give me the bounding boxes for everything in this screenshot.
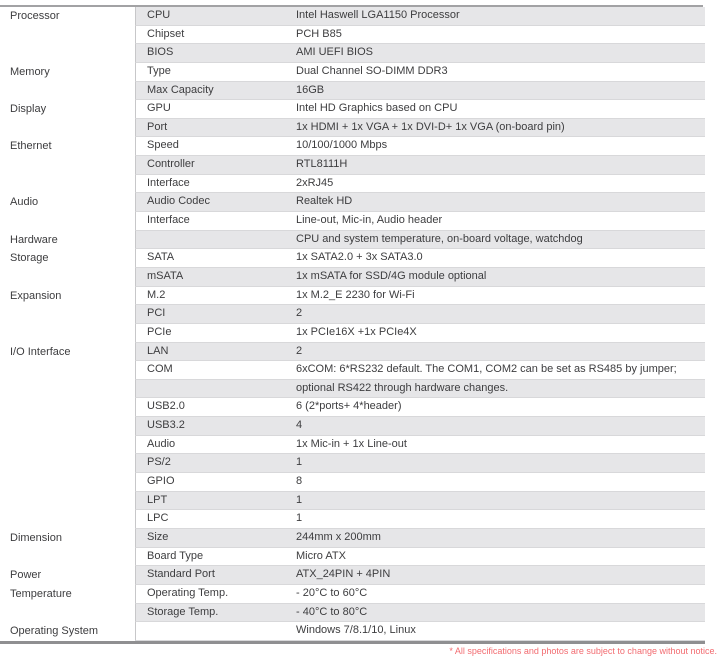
table-row — [0, 473, 705, 492]
spec-cells — [135, 436, 705, 455]
table-row — [0, 436, 705, 455]
value-cell: 2xRJ45 — [296, 176, 334, 189]
sub-item-cell: Interface — [147, 214, 190, 227]
sub-item-cell: PS/2 — [147, 456, 171, 469]
category-cell: Operating System — [0, 622, 135, 641]
sub-item-cell: Port — [147, 120, 168, 133]
category-cell — [0, 492, 135, 511]
table-bottom-border — [0, 641, 705, 644]
value-cell: Windows 7/8.1/10, Linux — [296, 624, 416, 637]
value-cell: - 20°C to 60°C — [296, 586, 368, 599]
sub-item-cell: PCI — [147, 307, 166, 320]
sub-item-cell: Audio — [147, 437, 176, 450]
value-cell: 1x M.2_E 2230 for Wi-Fi — [296, 288, 415, 301]
table-row — [0, 82, 705, 101]
value-cell: Micro ATX — [296, 549, 346, 562]
value-cell: RTL8111H — [296, 158, 348, 171]
spec-cells — [135, 622, 705, 641]
spec-cells — [135, 193, 705, 212]
category-cell — [0, 604, 135, 623]
value-cell: Intel HD Graphics based on CPU — [296, 102, 458, 115]
category-cell — [0, 44, 135, 63]
table-row — [0, 175, 705, 194]
value-cell: - 40°C to 80°C — [296, 605, 368, 618]
sub-item-cell: Operating Temp. — [147, 586, 229, 599]
spec-cells — [135, 156, 705, 175]
category-cell — [0, 175, 135, 194]
table-row — [0, 585, 705, 604]
category-cell: Temperature — [0, 585, 135, 604]
value-cell: 2 — [296, 307, 303, 320]
category-cell — [0, 417, 135, 436]
spec-cells — [135, 417, 705, 436]
spec-cells — [135, 343, 705, 362]
spec-cells — [135, 548, 705, 567]
spec-cells — [135, 510, 705, 529]
category-cell: I/O Interface — [0, 343, 135, 362]
value-cell: 1x mSATA for SSD/4G module optional — [296, 269, 487, 282]
sub-item-cell: USB3.2 — [147, 419, 185, 432]
table-row — [0, 231, 705, 250]
category-cell — [0, 212, 135, 231]
table-row — [0, 492, 705, 511]
footer-note: * All specifications and photos are subject to change without notice. — [449, 646, 717, 656]
value-cell: 1 — [296, 456, 303, 469]
sub-item-cell: Size — [147, 530, 169, 543]
sub-item-cell: Interface — [147, 176, 190, 189]
table-row — [0, 529, 705, 548]
sub-item-cell: LPC — [147, 512, 169, 525]
table-row — [0, 26, 705, 45]
spec-cells — [135, 398, 705, 417]
category-cell — [0, 119, 135, 138]
sub-item-cell: USB2.0 — [147, 400, 185, 413]
sub-item-cell: Standard Port — [147, 568, 215, 581]
table-row — [0, 510, 705, 529]
table-row — [0, 7, 705, 26]
table-row — [0, 398, 705, 417]
spec-cells — [135, 585, 705, 604]
table-row — [0, 100, 705, 119]
category-cell: Expansion — [0, 287, 135, 306]
value-cell: 4 — [296, 419, 303, 432]
table-row — [0, 63, 705, 82]
spec-cells — [135, 249, 705, 268]
category-cell — [0, 548, 135, 567]
sub-item-cell: Type — [147, 64, 171, 77]
spec-cells — [135, 119, 705, 138]
spec-cells — [135, 82, 705, 101]
sub-item-cell: M.2 — [147, 288, 166, 301]
table-row — [0, 548, 705, 567]
category-cell: Storage — [0, 249, 135, 268]
spec-cells — [135, 137, 705, 156]
table-row — [0, 249, 705, 268]
spec-cells — [135, 324, 705, 343]
value-cell: optional RS422 through hardware changes. — [296, 381, 509, 394]
spec-cells — [135, 454, 705, 473]
sub-item-cell — [136, 622, 296, 640]
category-cell — [0, 398, 135, 417]
table-row — [0, 305, 705, 324]
spec-cells — [135, 268, 705, 287]
category-cell — [0, 156, 135, 175]
value-cell: Line-out, Mic-in, Audio header — [296, 214, 443, 227]
table-row — [0, 193, 705, 212]
table-row — [0, 343, 705, 362]
category-cell: Display — [0, 100, 135, 119]
sub-item-cell: SATA — [147, 251, 175, 264]
sub-item-cell: Chipset — [147, 27, 185, 40]
category-cell — [0, 510, 135, 529]
value-cell: 244mm x 200mm — [296, 530, 381, 543]
spec-cells — [135, 7, 705, 26]
spec-cells — [135, 380, 705, 399]
table-row — [0, 212, 705, 231]
value-cell: PCH B85 — [296, 27, 342, 40]
category-cell — [0, 26, 135, 45]
value-cell: 16GB — [296, 83, 325, 96]
spec-cells — [135, 361, 705, 380]
value-cell: 1x SATA2.0 + 3x SATA3.0 — [296, 251, 423, 264]
value-cell: 2 — [296, 344, 303, 357]
sub-item-cell: GPIO — [147, 475, 175, 488]
sub-item-cell: LAN — [147, 344, 169, 357]
value-cell: 6xCOM: 6*RS232 default. The COM1, COM2 can be set as RS485 by jumper; — [296, 363, 677, 376]
spec-cells — [135, 100, 705, 119]
sub-item-cell: PCIe — [147, 325, 172, 338]
sub-item-cell: Storage Temp. — [147, 605, 219, 618]
sub-item-cell: Audio Codec — [147, 195, 210, 208]
spec-cells — [135, 175, 705, 194]
table-row — [0, 287, 705, 306]
value-cell: 1 — [296, 512, 303, 525]
category-cell — [0, 361, 135, 380]
value-cell: 1x Mic-in + 1x Line-out — [296, 437, 407, 450]
table-row — [0, 622, 705, 641]
sub-item-cell: COM — [147, 363, 173, 376]
table-row — [0, 417, 705, 436]
table-row — [0, 361, 705, 380]
category-cell: Memory — [0, 63, 135, 82]
table-row — [0, 604, 705, 623]
value-cell: 1x HDMI + 1x VGA + 1x DVI-D+ 1x VGA (on-board pin) — [296, 120, 565, 133]
spec-table — [0, 5, 705, 644]
spec-cells — [135, 566, 705, 585]
table-row — [0, 119, 705, 138]
value-cell: 6 (2*ports+ 4*header) — [296, 400, 402, 413]
spec-cells — [135, 231, 705, 250]
value-cell: 8 — [296, 475, 303, 488]
sub-item-cell: Max Capacity — [147, 83, 214, 96]
spec-cells — [135, 529, 705, 548]
spec-cells — [135, 604, 705, 623]
sub-item-cell: CPU — [147, 9, 171, 21]
sub-item-cell: LPT — [147, 493, 168, 506]
table-row — [0, 44, 705, 63]
spec-cells — [135, 44, 705, 63]
sub-item-cell: Controller — [147, 158, 195, 171]
category-cell — [0, 473, 135, 492]
category-cell: Ethernet — [0, 137, 135, 156]
category-cell — [0, 324, 135, 343]
sub-item-cell — [136, 380, 296, 398]
category-cell: Hardware — [0, 231, 135, 250]
spec-cells — [135, 287, 705, 306]
value-cell: 1 — [296, 493, 303, 506]
table-row — [0, 380, 705, 399]
value-cell: 1x PCIe16X +1x PCIe4X — [296, 325, 417, 338]
spec-cells — [135, 26, 705, 45]
value-cell: 10/100/1000 Mbps — [296, 139, 388, 152]
sub-item-cell: Board Type — [147, 549, 204, 562]
table-row — [0, 156, 705, 175]
spec-cells — [135, 473, 705, 492]
table-row — [0, 268, 705, 287]
table-row — [0, 324, 705, 343]
spec-cells — [135, 492, 705, 511]
category-cell — [0, 380, 135, 399]
category-cell — [0, 436, 135, 455]
category-cell: Dimension — [0, 529, 135, 548]
spec-cells — [135, 212, 705, 231]
sub-item-cell: GPU — [147, 102, 171, 115]
value-cell: Realtek HD — [296, 195, 353, 208]
sub-item-cell: BIOS — [147, 46, 174, 59]
value-cell: Dual Channel SO-DIMM DDR3 — [296, 64, 448, 77]
table-row — [0, 566, 705, 585]
value-cell: CPU and system temperature, on-board voltage, watchdog — [296, 232, 583, 245]
category-cell — [0, 454, 135, 473]
category-cell: Processor — [0, 7, 135, 26]
category-cell — [0, 268, 135, 287]
spec-cells — [135, 63, 705, 82]
category-cell — [0, 305, 135, 324]
category-cell: Audio — [0, 193, 135, 212]
category-cell: Power — [0, 566, 135, 585]
sub-item-cell: mSATA — [147, 269, 184, 282]
value-cell: Intel Haswell LGA1150 Processor — [296, 9, 460, 21]
value-cell: AMI UEFI BIOS — [296, 46, 374, 59]
sub-item-cell: Speed — [147, 139, 179, 152]
sub-item-cell — [136, 231, 296, 249]
spec-cells — [135, 305, 705, 324]
table-row — [0, 454, 705, 473]
table-rows — [0, 7, 705, 641]
table-row — [0, 137, 705, 156]
category-cell — [0, 82, 135, 101]
value-cell: ATX_24PIN + 4PIN — [296, 568, 391, 581]
